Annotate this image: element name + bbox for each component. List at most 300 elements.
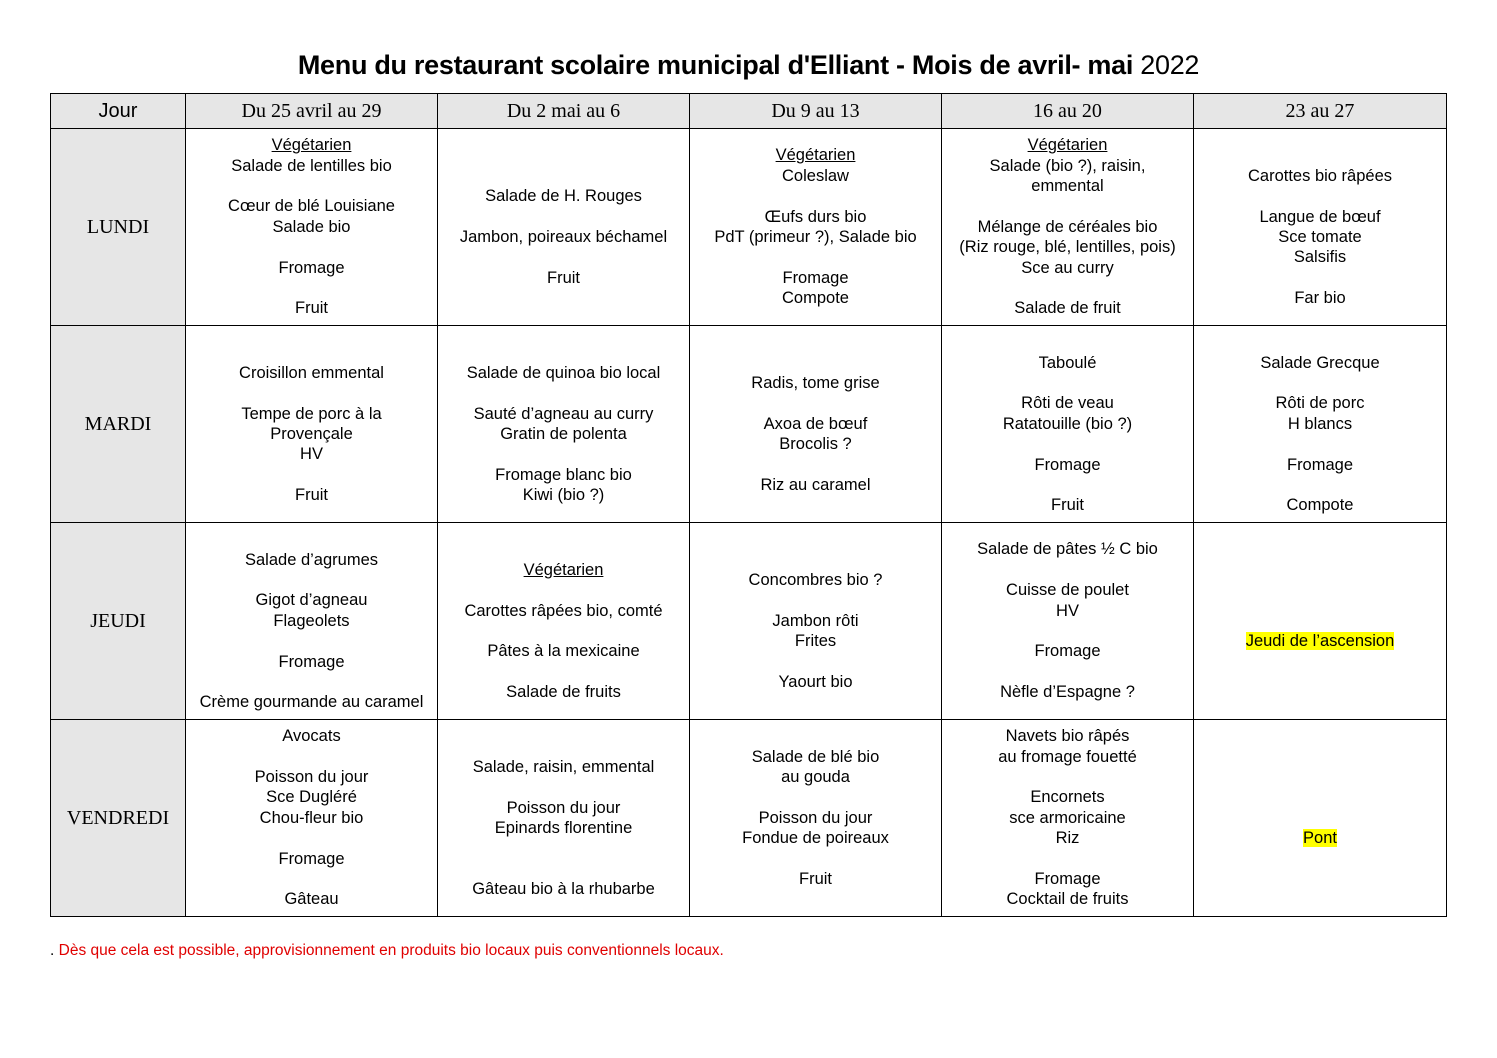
menu-line xyxy=(690,475,941,495)
menu-item-text: au gouda xyxy=(781,768,850,787)
menu-item-text: Fromage blanc bio xyxy=(495,465,632,484)
menu-line xyxy=(690,247,941,267)
row-mardi xyxy=(51,326,1447,523)
menu-line xyxy=(942,455,1193,475)
menu-line xyxy=(1194,611,1446,631)
menu-lines xyxy=(942,332,1193,516)
menu-item-text: Salade de H. Rouges xyxy=(485,187,642,206)
menu-item-text: Cuisse de poulet xyxy=(1006,581,1129,600)
menu-item-text: Gratin de polenta xyxy=(500,425,627,443)
menu-line xyxy=(1194,808,1446,828)
menu-line xyxy=(186,363,437,383)
menu-line xyxy=(1194,332,1446,352)
menu-line xyxy=(1194,353,1446,373)
menu-line xyxy=(438,186,689,206)
menu-line xyxy=(186,258,437,278)
menu-line xyxy=(186,404,437,424)
menu-line xyxy=(942,353,1193,373)
menu-line xyxy=(186,808,437,828)
menu-line xyxy=(690,849,941,869)
menu-line xyxy=(438,227,689,247)
menu-cell xyxy=(186,523,438,720)
menu-item-text: Végétarien xyxy=(271,136,352,155)
menu-cell xyxy=(1194,523,1447,720)
menu-line xyxy=(690,550,941,570)
menu-line xyxy=(690,767,941,787)
menu-item-text: HV xyxy=(300,445,323,464)
footnote xyxy=(50,942,724,960)
header-week-4: 16 au 20 xyxy=(942,94,1194,129)
menu-cell xyxy=(1194,720,1447,917)
menu-line xyxy=(942,434,1193,454)
menu-line xyxy=(438,621,689,641)
menu-item-text: Rôti de porc xyxy=(1275,394,1365,413)
menu-lines xyxy=(690,550,941,693)
menu-line xyxy=(690,828,941,848)
menu-line xyxy=(186,611,437,631)
header-row xyxy=(51,94,1447,129)
menu-lines xyxy=(186,726,437,910)
menu-line xyxy=(438,859,689,879)
menu-item-text: Chou-fleur bio xyxy=(259,808,364,827)
menu-line xyxy=(1194,166,1446,186)
menu-item-text: HV xyxy=(1056,601,1079,620)
menu-item-text: emmental xyxy=(1031,177,1104,196)
menu-line xyxy=(1194,393,1446,413)
menu-item-text: Taboulé xyxy=(1038,353,1097,372)
menu-line xyxy=(942,298,1193,318)
menu-line xyxy=(690,570,941,590)
menu-line xyxy=(186,485,437,505)
title-year: 2022 xyxy=(1140,50,1200,80)
menu-line xyxy=(942,258,1193,278)
menu-line xyxy=(942,662,1193,682)
menu-line xyxy=(186,672,437,692)
menu-line xyxy=(690,393,941,413)
menu-item-text: Salade de lentilles bio xyxy=(231,156,392,175)
menu-item-text: Cœur de blé Louisiane xyxy=(228,197,395,216)
menu-lines xyxy=(690,353,941,496)
menu-lines xyxy=(438,166,689,288)
menu-line xyxy=(942,373,1193,393)
menu-cell xyxy=(438,523,690,720)
menu-item-text: PdT (primeur ?), Salade bio xyxy=(714,228,917,246)
menu-lines xyxy=(1194,145,1446,308)
menu-line xyxy=(942,682,1193,702)
menu-line xyxy=(438,166,689,186)
menu-lines xyxy=(1194,332,1446,516)
menu-item-text: Fromage xyxy=(782,268,849,287)
menu-line xyxy=(942,196,1193,216)
menu-line xyxy=(186,383,437,403)
menu-item-text: Riz au caramel xyxy=(760,475,871,494)
menu-line xyxy=(186,196,437,216)
menu-line xyxy=(942,889,1193,909)
menu-item-text: Ratatouille (bio ?) xyxy=(1002,414,1133,433)
menu-line xyxy=(942,767,1193,787)
menu-line xyxy=(438,342,689,362)
menu-line xyxy=(1194,373,1446,393)
menu-item-text: Jambon, poireaux béchamel xyxy=(459,228,668,246)
menu-line xyxy=(186,135,437,155)
menu-item-text: Fromage xyxy=(1034,869,1101,888)
menu-line xyxy=(690,808,941,828)
menu-line xyxy=(690,455,941,475)
menu-line xyxy=(438,247,689,267)
menu-line xyxy=(186,828,437,848)
menu-lines xyxy=(186,342,437,505)
menu-item-text: Croisillon emmental xyxy=(239,363,384,382)
menu-item-text: Fruit xyxy=(295,486,328,505)
menu-line xyxy=(1194,631,1446,651)
menu-cell xyxy=(438,129,690,326)
menu-item-text: Poisson du jour xyxy=(758,808,873,827)
menu-line xyxy=(942,475,1193,495)
menu-lines xyxy=(438,539,689,702)
menu-line xyxy=(690,611,941,631)
menu-line xyxy=(942,135,1193,155)
menu-line xyxy=(186,176,437,196)
footnote-bullet: . xyxy=(50,942,55,959)
menu-item-text: Langue de bœuf xyxy=(1259,207,1381,226)
menu-item-text: Sce tomate xyxy=(1278,228,1362,246)
menu-line xyxy=(186,652,437,672)
menu-cell xyxy=(438,720,690,917)
menu-line xyxy=(942,414,1193,434)
menu-line xyxy=(690,268,941,288)
menu-line xyxy=(1194,227,1446,247)
menu-line xyxy=(942,726,1193,746)
menu-item-text: Axoa de bœuf xyxy=(763,414,868,433)
menu-line xyxy=(690,288,941,308)
menu-line xyxy=(186,849,437,869)
row-jeudi xyxy=(51,523,1447,720)
menu-lines xyxy=(1194,787,1446,848)
menu-line xyxy=(186,217,437,237)
menu-line xyxy=(438,879,689,899)
menu-cell xyxy=(1194,326,1447,523)
menu-line xyxy=(1194,495,1446,515)
menu-item-text: Fruit xyxy=(295,299,328,318)
menu-line xyxy=(690,631,941,651)
menu-item-text: Mélange de céréales bio xyxy=(977,217,1158,236)
menu-line xyxy=(438,682,689,702)
menu-item-text: Salsifis xyxy=(1293,248,1347,267)
menu-line xyxy=(690,590,941,610)
menu-line xyxy=(438,207,689,227)
menu-item-text: H blancs xyxy=(1287,414,1353,433)
menu-item-text: Fromage xyxy=(278,258,345,277)
menu-line xyxy=(942,332,1193,352)
menu-item-text: Yaourt bio xyxy=(778,672,853,691)
menu-cell xyxy=(690,523,942,720)
header-jour: Jour xyxy=(51,94,186,129)
menu-cell xyxy=(438,326,690,523)
menu-line xyxy=(690,353,941,373)
menu-line xyxy=(186,550,437,570)
header-week-5: 23 au 27 xyxy=(1194,94,1447,129)
menu-item-text: Tempe de porc à la xyxy=(241,404,382,423)
menu-line xyxy=(438,777,689,797)
menu-item-text: Coleslaw xyxy=(782,166,849,185)
menu-item-text: Rôti de veau xyxy=(1021,394,1114,413)
menu-line xyxy=(438,268,689,288)
menu-lines xyxy=(942,726,1193,910)
footnote-text: Dès que cela est possible, approvisionnement en produits bio locaux puis conventionnels locaux. xyxy=(58,942,724,959)
menu-lines xyxy=(690,747,941,890)
menu-item-text: Compote xyxy=(782,289,849,308)
menu-lines xyxy=(438,736,689,899)
menu-line xyxy=(438,465,689,485)
menu-item-text: Fruit xyxy=(1051,496,1084,515)
header-week-3: Du 9 au 13 xyxy=(690,94,942,129)
menu-line xyxy=(186,726,437,746)
menu-line xyxy=(690,787,941,807)
menu-item-text: Poisson du jour xyxy=(506,798,621,817)
menu-cell xyxy=(186,720,438,917)
menu-line xyxy=(438,757,689,777)
menu-line xyxy=(186,342,437,362)
menu-line xyxy=(438,818,689,838)
menu-line xyxy=(942,217,1193,237)
menu-item-text: Encornets xyxy=(1030,788,1105,807)
menu-item-text: Epinards florentine xyxy=(494,819,633,837)
menu-line xyxy=(942,156,1193,176)
menu-item-text: Sce au curry xyxy=(1021,258,1114,277)
menu-item-text: Fromage xyxy=(1286,455,1354,474)
menu-item-text: Salade bio xyxy=(272,217,351,236)
menu-item-text: Salade de fruit xyxy=(1014,299,1121,318)
menu-item-text: Poisson du jour xyxy=(254,768,369,787)
menu-line xyxy=(438,485,689,505)
menu-item-text: (Riz rouge, blé, lentilles, pois) xyxy=(959,238,1176,257)
menu-lines xyxy=(438,342,689,505)
menu-item-text: Radis, tome grise xyxy=(751,374,880,393)
menu-cell xyxy=(1194,129,1447,326)
menu-line xyxy=(438,539,689,559)
menu-item-text: Salade de fruits xyxy=(506,683,621,702)
menu-line xyxy=(438,363,689,383)
page-title xyxy=(0,50,1497,81)
menu-line xyxy=(942,849,1193,869)
menu-line xyxy=(1194,414,1446,434)
menu-cell xyxy=(690,720,942,917)
menu-line xyxy=(186,237,437,257)
menu-cell xyxy=(186,129,438,326)
menu-item-text: Œufs durs bio xyxy=(764,207,867,226)
menu-item-text: Pâtes à la mexicaine xyxy=(487,642,640,661)
menu-line xyxy=(186,692,437,712)
menu-item-text: Crème gourmande au caramel xyxy=(199,693,424,712)
menu-cell xyxy=(942,523,1194,720)
menu-item-text: Fromage xyxy=(278,849,345,868)
menu-item-text: Salade Grecque xyxy=(1260,353,1380,372)
menu-lines xyxy=(942,539,1193,702)
menu-line xyxy=(942,828,1193,848)
menu-item-text: Salade d’agrumes xyxy=(245,550,378,569)
menu-item-text: Fruit xyxy=(547,268,580,287)
day-label-jeudi: JEUDI xyxy=(51,523,186,720)
menu-line xyxy=(1194,434,1446,454)
menu-line xyxy=(690,869,941,889)
menu-line xyxy=(690,414,941,434)
menu-line xyxy=(942,237,1193,257)
menu-item-text: Jambon rôti xyxy=(772,611,859,630)
menu-item-text: Sauté d’agneau au curry xyxy=(473,404,654,423)
menu-line xyxy=(186,465,437,485)
menu-cell xyxy=(690,129,942,326)
menu-line xyxy=(942,641,1193,661)
day-label-mardi: MARDI xyxy=(51,326,186,523)
menu-item-text: Fromage xyxy=(1034,455,1101,474)
menu-line xyxy=(942,560,1193,580)
menu-line xyxy=(690,747,941,767)
row-lundi xyxy=(51,129,1447,326)
menu-lines xyxy=(186,529,437,713)
menu-line xyxy=(438,798,689,818)
menu-line xyxy=(1194,475,1446,495)
menu-line xyxy=(438,736,689,756)
menu-item-text: au fromage fouetté xyxy=(998,747,1137,766)
menu-line xyxy=(942,621,1193,641)
menu-item-text: Salade de pâtes ½ C bio xyxy=(977,540,1158,559)
menu-lines xyxy=(690,145,941,308)
menu-line xyxy=(942,580,1193,600)
menu-item-text: Fruit xyxy=(799,869,832,888)
menu-line xyxy=(942,278,1193,298)
menu-item-text: Carottes râpées bio, comté xyxy=(464,601,663,620)
day-label-lundi: LUNDI xyxy=(51,129,186,326)
menu-line xyxy=(438,580,689,600)
menu-item-text: Sce Dugléré xyxy=(266,788,357,807)
menu-line xyxy=(186,767,437,787)
menu-cell xyxy=(942,129,1194,326)
menu-line xyxy=(1194,268,1446,288)
menu-item-text: Navets bio râpés xyxy=(1005,727,1130,746)
menu-table xyxy=(50,93,1447,917)
menu-item-text: Provençale xyxy=(270,425,353,443)
menu-item-text: Nèfle d’Espagne ? xyxy=(1000,683,1135,702)
menu-item-text: Végétarien xyxy=(1027,136,1108,155)
menu-line xyxy=(438,838,689,858)
menu-line xyxy=(1194,828,1446,848)
menu-line xyxy=(438,641,689,661)
menu-line xyxy=(1194,145,1446,165)
menu-item-text: Salade de blé bio xyxy=(751,747,880,766)
menu-line xyxy=(1194,455,1446,475)
menu-line xyxy=(942,747,1193,767)
menu-line xyxy=(690,672,941,692)
menu-item-text: Brocolis ? xyxy=(779,435,852,454)
menu-line xyxy=(690,166,941,186)
menu-item-text: Fromage xyxy=(278,652,345,671)
menu-line xyxy=(186,787,437,807)
menu-line xyxy=(690,145,941,165)
menu-line xyxy=(1194,207,1446,227)
menu-line xyxy=(1194,787,1446,807)
menu-line xyxy=(690,186,941,206)
menu-item-text: Avocats xyxy=(282,727,341,746)
menu-cell xyxy=(690,326,942,523)
menu-line xyxy=(186,278,437,298)
header-week-1: Du 25 avril au 29 xyxy=(186,94,438,129)
menu-item-text: Végétarien xyxy=(775,146,856,165)
menu-line xyxy=(438,601,689,621)
menu-line xyxy=(1194,186,1446,206)
menu-line xyxy=(942,539,1193,559)
menu-item-text: Kiwi (bio ?) xyxy=(522,486,605,505)
title-text: Menu du restaurant scolaire municipal d'Elliant - Mois de avril- mai xyxy=(297,50,1134,80)
menu-lines xyxy=(1194,590,1446,651)
menu-item-text: Fondue de poireaux xyxy=(742,829,889,848)
menu-line xyxy=(690,373,941,393)
menu-line xyxy=(438,560,689,580)
menu-item-text: Gigot d’agneau xyxy=(255,591,368,610)
menu-line xyxy=(186,631,437,651)
menu-cell xyxy=(942,326,1194,523)
menu-line xyxy=(1194,247,1446,267)
menu-item-text: Riz xyxy=(1055,829,1080,848)
menu-line xyxy=(690,227,941,247)
menu-line xyxy=(186,424,437,444)
menu-item-text: Salade, raisin, emmental xyxy=(472,757,655,776)
menu-line xyxy=(942,176,1193,196)
menu-line xyxy=(942,808,1193,828)
menu-item-text: Concombres bio ? xyxy=(748,571,883,590)
menu-line xyxy=(942,869,1193,889)
menu-line xyxy=(186,889,437,909)
menu-line xyxy=(1194,590,1446,610)
menu-item-text: Végétarien xyxy=(523,560,604,579)
menu-line xyxy=(186,869,437,889)
row-vendredi xyxy=(51,720,1447,917)
menu-line xyxy=(942,393,1193,413)
menu-line xyxy=(942,601,1193,621)
menu-line xyxy=(186,747,437,767)
menu-item-text: Flageolets xyxy=(273,611,350,630)
menu-cell xyxy=(186,326,438,523)
menu-item-text: Compote xyxy=(1286,496,1354,515)
day-label-vendredi: VENDREDI xyxy=(51,720,186,917)
menu-line xyxy=(438,404,689,424)
menu-lines xyxy=(186,135,437,319)
menu-line xyxy=(690,652,941,672)
menu-line xyxy=(942,787,1193,807)
menu-line xyxy=(186,444,437,464)
menu-line xyxy=(438,662,689,682)
menu-item-text: Salade de quinoa bio local xyxy=(466,363,661,382)
header-week-2: Du 2 mai au 6 xyxy=(438,94,690,129)
menu-line xyxy=(186,590,437,610)
menu-line xyxy=(1194,288,1446,308)
menu-line xyxy=(942,495,1193,515)
menu-lines xyxy=(942,135,1193,319)
menu-line xyxy=(186,156,437,176)
menu-item-text: Gâteau xyxy=(284,890,339,909)
menu-item-text: Cocktail de fruits xyxy=(1006,890,1129,909)
menu-line xyxy=(690,434,941,454)
menu-item-text: Gâteau bio à la rhubarbe xyxy=(472,880,655,899)
menu-item-text: Salade (bio ?), raisin, xyxy=(989,156,1146,175)
menu-item-text: Fromage xyxy=(1034,642,1101,661)
highlighted-note: Jeudi de l’ascension xyxy=(1245,632,1395,651)
menu-item-text: Frites xyxy=(794,632,837,651)
menu-line xyxy=(186,570,437,590)
menu-item-text: sce armoricaine xyxy=(1009,808,1126,827)
menu-item-text: Carottes bio râpées xyxy=(1248,166,1392,185)
menu-line xyxy=(438,444,689,464)
menu-line xyxy=(438,383,689,403)
